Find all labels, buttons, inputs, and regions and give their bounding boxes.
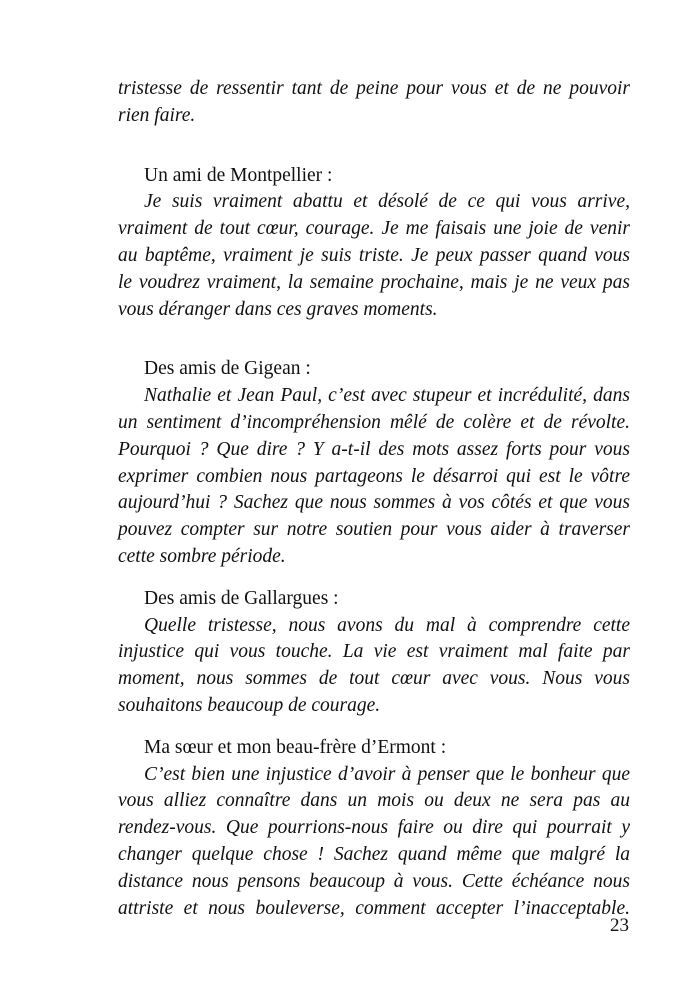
opening-line: rien faire. <box>118 104 196 126</box>
opening-line: tristesse de ressentir tant de peine pour vous et de ne pouvoir <box>118 78 630 99</box>
letter-line: cette sombre période. <box>118 545 286 567</box>
letter-line: injustice qui vous touche. La vie est vraiment mal faite par <box>118 641 630 663</box>
letter-line: attriste et nous bouleverse, comment accepter l’inacceptable. <box>118 897 630 919</box>
page-body <box>118 76 630 922</box>
letter-line: souhaitons beaucoup de courage. <box>118 694 381 716</box>
letter-line: changer quelque chose ! Sachez quand même que malgré la <box>118 843 630 865</box>
letter-line: pouvez compter sur notre soutien pour vous aider à traverser <box>118 519 630 541</box>
letter-line: C’est bien une injustice d’avoir à penser que le bonheur que <box>144 763 630 785</box>
letter-heading-gallargues: Des amis de Gallargues : <box>144 587 339 609</box>
letter-line: exprimer combien nous partageons le désarroi qui est le vôtre <box>118 465 630 487</box>
letter-heading-montpellier: Un ami de Montpellier : <box>144 164 333 186</box>
letter-line: aujourd’hui ? Sachez que nous sommes à vos côtés et que vous <box>118 492 630 514</box>
letter-heading-gigean: Des amis de Gigean : <box>144 358 311 380</box>
letter-line: vraiment de tout cœur, courage. Je me faisais une joie de venir <box>118 218 630 240</box>
letter-line: vous déranger dans ces graves moments. <box>118 298 438 320</box>
letter-line: rendez-vous. Que pourrions-nous faire ou dire qui pourrait y <box>118 817 630 839</box>
letter-line: Pourquoi ? Que dire ? Y a-t-il des mots assez forts pour vous <box>118 438 630 460</box>
letter-line: Je suis vraiment abattu et désolé de ce qui vous arrive, <box>144 191 630 213</box>
letter-line: le voudrez vraiment, la semaine prochaine, mais je ne veux pas <box>118 271 630 293</box>
letter-line: vous alliez connaître dans un mois ou deux ne sera pas au <box>118 790 630 812</box>
page-number: 23 <box>610 915 629 936</box>
letter-line: moment, nous sommes de tout cœur avec vous. Nous vous <box>118 668 630 690</box>
letter-line: Nathalie et Jean Paul, c’est avec stupeur et incrédulité, dans <box>144 385 630 407</box>
letter-line: distance nous pensons beaucoup à vous. Cette échéance nous <box>118 870 630 892</box>
letter-line: au baptême, vraiment je suis triste. Je peux passer quand vous <box>118 244 630 266</box>
letter-line: un sentiment d’incompréhension mêlé de colère et de révolte. <box>118 411 630 433</box>
letter-heading-ermont: Ma sœur et mon beau-frère d’Ermont : <box>144 736 447 758</box>
letter-line: Quelle tristesse, nous avons du mal à comprendre cette <box>144 614 630 636</box>
